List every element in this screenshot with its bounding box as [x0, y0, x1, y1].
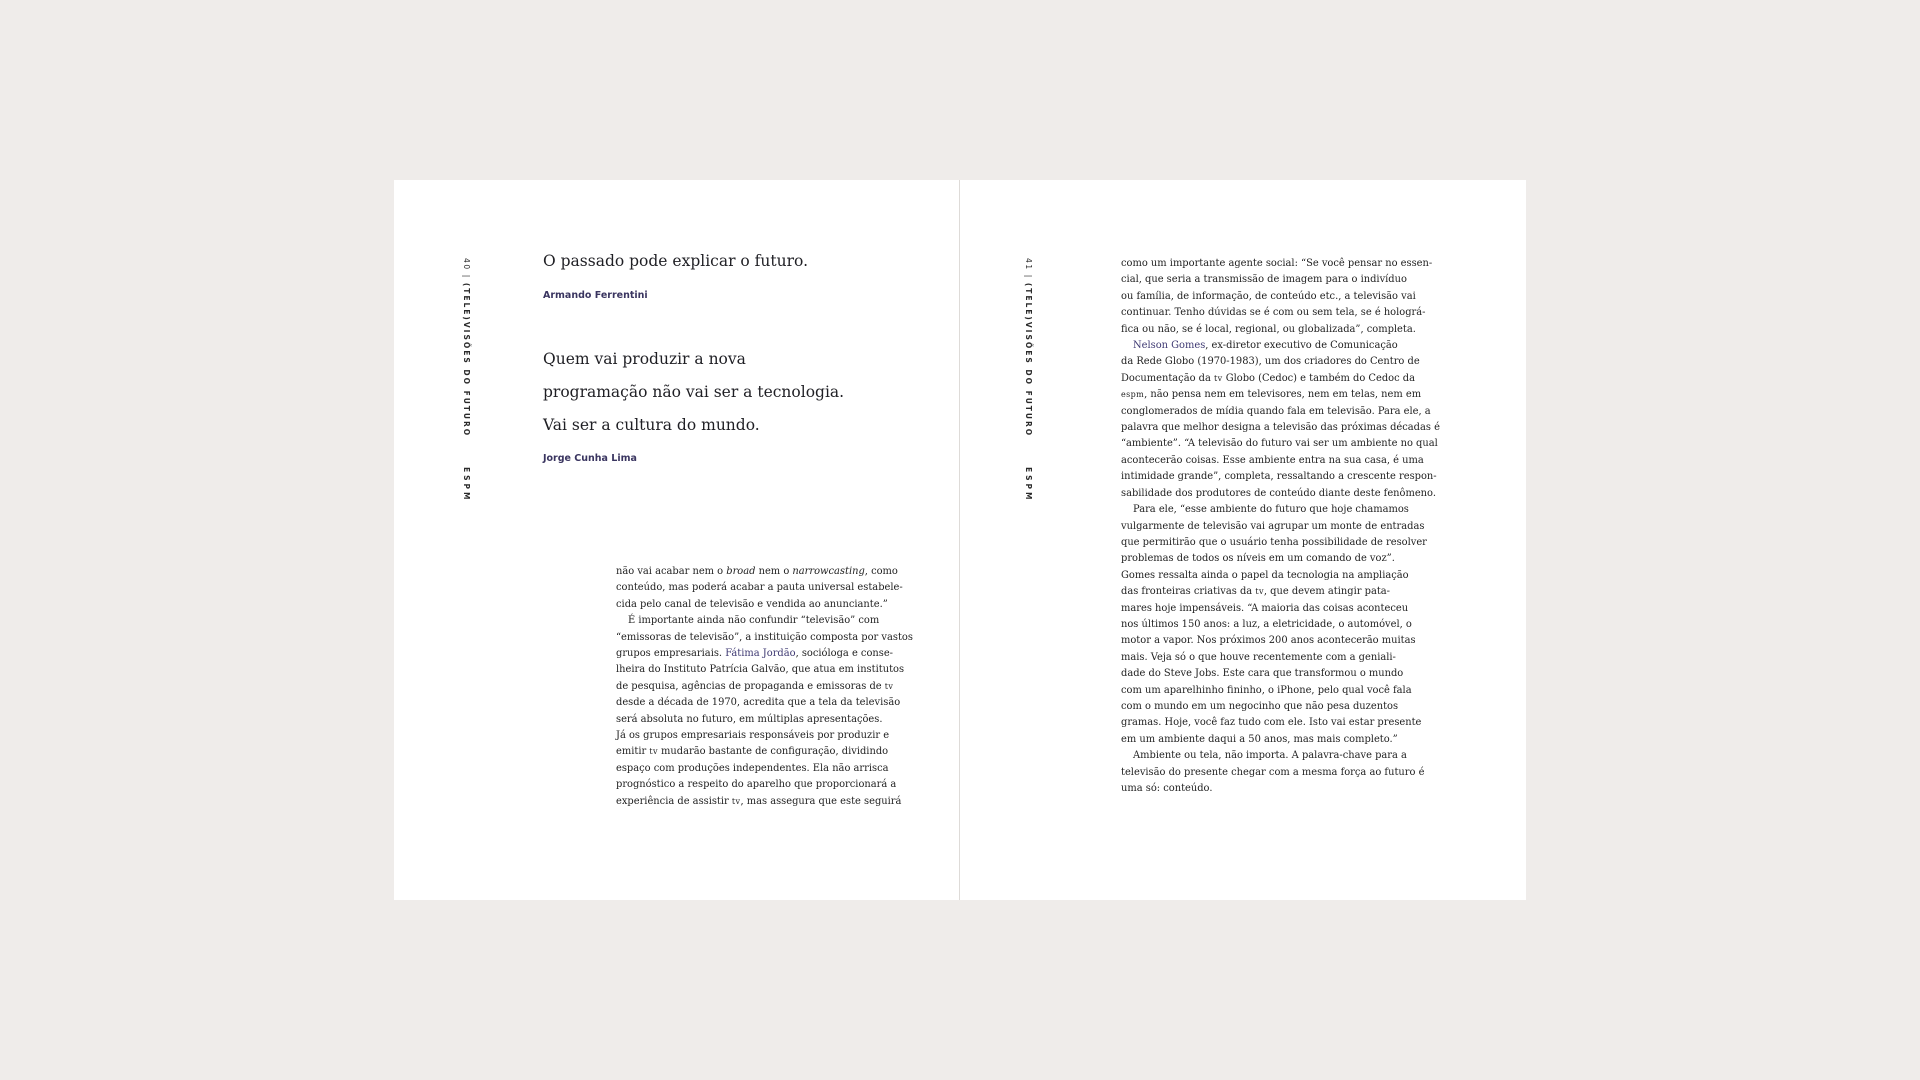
body-text-left — [616, 564, 913, 810]
text-segment: mais. Veja só o que houve recentemente com a geniali- — [1121, 651, 1396, 663]
text-segment: fica ou não, se é local, regional, ou globalizada”, completa. — [1121, 323, 1416, 335]
text-segment: Para ele, “esse ambiente do futuro que hoje chamamos — [1133, 504, 1409, 516]
text-segment: com um aparelhinho fininho, o iPhone, pelo qual você fala — [1121, 684, 1412, 696]
text-segment: broad — [726, 566, 756, 577]
text-segment: narrowcasting — [792, 566, 865, 577]
text-segment: que permitirão que o usuário tenha possibilidade de resolver — [1121, 536, 1427, 548]
text-line — [1121, 568, 1421, 584]
text-line — [616, 712, 906, 728]
text-line — [1121, 551, 1421, 567]
text-line — [1121, 584, 1421, 600]
text-line — [616, 761, 906, 777]
body-text-right — [1121, 256, 1440, 797]
text-line — [616, 744, 906, 760]
right-page — [960, 180, 1526, 900]
text-segment: tv — [649, 747, 658, 757]
text-line — [616, 777, 906, 793]
text-segment: É importante ainda não confundir “televisão” com — [628, 615, 880, 627]
text-line — [616, 728, 906, 744]
text-segment: , que devem atingir pata- — [1263, 586, 1391, 598]
text-line — [1121, 666, 1421, 682]
page-number: 41 — [1024, 258, 1033, 271]
quote-line: Quem vai produzir a nova — [543, 350, 746, 368]
text-segment: emitir — [616, 746, 650, 758]
text-line — [1121, 404, 1431, 420]
text-line — [1121, 765, 1425, 781]
text-line — [1121, 486, 1436, 502]
text-line — [1121, 535, 1427, 551]
text-line — [1121, 781, 1421, 797]
text-segment: como um importante agente social: “Se você pensar no essen- — [1121, 258, 1433, 269]
text-line — [1121, 748, 1421, 764]
text-segment: espaço com produções independentes. Ela não arrisca — [616, 762, 889, 774]
text-segment: , mas assegura que este seguirá — [740, 795, 902, 807]
text-segment: “ambiente”. “A televisão do futuro vai ser um ambiente no qual — [1121, 438, 1438, 450]
text-segment: tv — [884, 681, 894, 691]
text-line — [1121, 732, 1421, 748]
text-segment: grupos empresariais. — [616, 648, 726, 660]
text-segment: conteúdo, mas poderá acabar a pauta universal estabele- — [616, 582, 903, 594]
running-head-right — [1024, 258, 1033, 503]
text-line — [616, 794, 906, 810]
text-segment: prognóstico a respeito do aparelho que proporcionará a — [616, 779, 897, 791]
text-segment: em um ambiente daqui a 50 anos, mas mais completo.” — [1121, 733, 1398, 745]
running-head-separator: | — [462, 274, 471, 279]
text-segment: televisão do presente chegar com a mesma força ao futuro é — [1121, 766, 1425, 778]
text-segment: de pesquisa, agências de propaganda e emissoras de — [616, 680, 885, 692]
text-line — [1121, 420, 1440, 436]
text-segment: , socióloga e conse- — [795, 648, 894, 660]
text-segment: uma só: conteúdo. — [1121, 783, 1213, 794]
running-head-title: (TELE)VISÕES DO FUTURO — [462, 282, 471, 438]
text-line — [1121, 453, 1424, 469]
page-number: 40 — [462, 258, 471, 271]
text-line — [1121, 469, 1437, 485]
text-line — [1121, 715, 1421, 731]
text-segment: palavra que melhor designa a televisão das próximas décadas é — [1121, 422, 1440, 434]
person-name: Nelson Gomes — [1133, 340, 1206, 352]
text-segment: Documentação da — [1121, 372, 1215, 384]
text-line — [1121, 502, 1421, 518]
text-line — [1121, 617, 1421, 633]
text-segment: não vai acabar nem o — [616, 566, 727, 577]
quote-line: programação não vai ser a tecnologia. — [543, 383, 845, 401]
text-line — [1121, 699, 1421, 715]
text-line — [616, 564, 906, 580]
text-segment: vulgarmente de televisão vai agrupar um monte de entradas — [1121, 520, 1425, 532]
text-line — [616, 597, 906, 613]
text-segment: ou família, de informação, de conteúdo etc., a televisão vai — [1121, 290, 1416, 302]
text-line — [1121, 633, 1421, 649]
text-segment: “emissoras de televisão”, a instituição composta por vastos — [616, 631, 913, 643]
text-segment: será absoluta no futuro, em múltiplas apresentações. — [616, 713, 883, 725]
text-segment: conglomerados de mídia quando fala em televisão. Para ele, a — [1121, 405, 1431, 417]
book-spread — [394, 180, 1526, 900]
text-segment: dade do Steve Jobs. Este cara que transformou o mundo — [1121, 668, 1404, 680]
text-line — [1121, 322, 1421, 338]
running-head-brand: ESPM — [462, 467, 471, 503]
text-segment: cida pelo canal de televisão e vendida ao anunciante.” — [616, 598, 888, 610]
text-segment: continuar. Tenho dúvidas se é com ou sem tela, se é holográ- — [1121, 307, 1426, 319]
text-segment: espm — [1121, 390, 1145, 400]
running-head-left — [462, 258, 471, 503]
text-line — [616, 580, 906, 596]
text-segment: nem o — [755, 566, 793, 577]
text-segment: mares hoje impensáveis. “A maioria das coisas aconteceu — [1121, 602, 1409, 614]
text-segment: motor a vapor. Nos próximos 200 anos acontecerão muitas — [1121, 635, 1416, 647]
text-segment: , não pensa nem em televisores, nem em telas, nem em — [1144, 389, 1422, 401]
quote-author-1: Armando Ferrentini — [543, 290, 648, 301]
text-segment: mudarão bastante de configuração, dividindo — [657, 746, 889, 758]
text-segment: com o mundo em um negocinho que não pesa duzentos — [1121, 700, 1399, 712]
text-segment: Já os grupos empresariais responsáveis por produzir e — [616, 730, 890, 742]
text-segment: da Rede Globo (1970-1983), um dos criadores do Centro de — [1121, 356, 1420, 368]
text-line — [1121, 371, 1421, 387]
text-segment: tv — [1214, 373, 1223, 383]
text-line — [1121, 650, 1421, 666]
text-line — [616, 646, 906, 662]
text-segment: , como — [864, 566, 898, 577]
text-line — [616, 613, 906, 629]
text-segment: experiência de assistir — [616, 795, 732, 807]
quote-line: Vai ser a cultura do mundo. — [543, 416, 760, 434]
running-head-brand: ESPM — [1024, 467, 1033, 503]
text-line — [1121, 387, 1421, 403]
text-segment: tv — [731, 796, 741, 806]
text-segment: nos últimos 150 anos: a luz, a eletricidade, o automóvel, o — [1121, 618, 1412, 630]
text-line — [616, 630, 913, 646]
text-line — [1121, 354, 1421, 370]
text-segment: cial, que seria a transmissão de imagem para o indivíduo — [1121, 274, 1407, 286]
text-line — [616, 695, 906, 711]
left-page — [394, 180, 960, 900]
text-line — [1121, 305, 1426, 321]
text-segment: intimidade grande”, completa, ressaltando a crescente respon- — [1121, 471, 1437, 483]
text-segment: Ambiente ou tela, não importa. A palavra-chave para a — [1133, 750, 1407, 762]
running-head-title: (TELE)VISÕES DO FUTURO — [1024, 282, 1033, 438]
text-segment: Globo (Cedoc) e também do Cedoc da — [1222, 372, 1415, 384]
text-segment: acontecerão coisas. Esse ambiente entra na sua casa, é uma — [1121, 454, 1424, 466]
text-segment: Gomes ressalta ainda o papel da tecnologia na ampliação — [1121, 569, 1409, 581]
text-segment: problemas de todos os níveis em um comando de voz”. — [1121, 553, 1395, 565]
text-line — [616, 662, 906, 678]
text-line — [1121, 272, 1421, 288]
text-segment: sabilidade dos produtores de conteúdo diante deste fenômeno. — [1121, 487, 1436, 499]
text-segment: , ex-diretor executivo de Comunicação — [1205, 340, 1398, 352]
text-line — [1121, 256, 1433, 272]
text-segment: tv — [1255, 587, 1264, 597]
pull-quote-2 — [543, 343, 844, 442]
text-segment: das fronteiras criativas da — [1121, 586, 1256, 598]
running-head-separator: | — [1024, 274, 1033, 279]
text-line — [1121, 683, 1421, 699]
text-segment: gramas. Hoje, você faz tudo com ele. Isto vai estar presente — [1121, 717, 1422, 729]
text-line — [1121, 289, 1421, 305]
text-segment: lheira do Instituto Patrícia Galvão, que atua em institutos — [616, 664, 905, 676]
text-line — [1121, 601, 1421, 617]
text-line — [1121, 519, 1425, 535]
text-line — [1121, 436, 1438, 452]
text-line — [616, 679, 906, 695]
pull-quote-1: O passado pode explicar o futuro. — [543, 252, 808, 270]
quote-author-2: Jorge Cunha Lima — [543, 453, 637, 464]
text-line — [1121, 338, 1421, 354]
person-name: Fátima Jordão — [725, 648, 796, 660]
text-segment: desde a década de 1970, acredita que a tela da televisão — [616, 697, 901, 709]
